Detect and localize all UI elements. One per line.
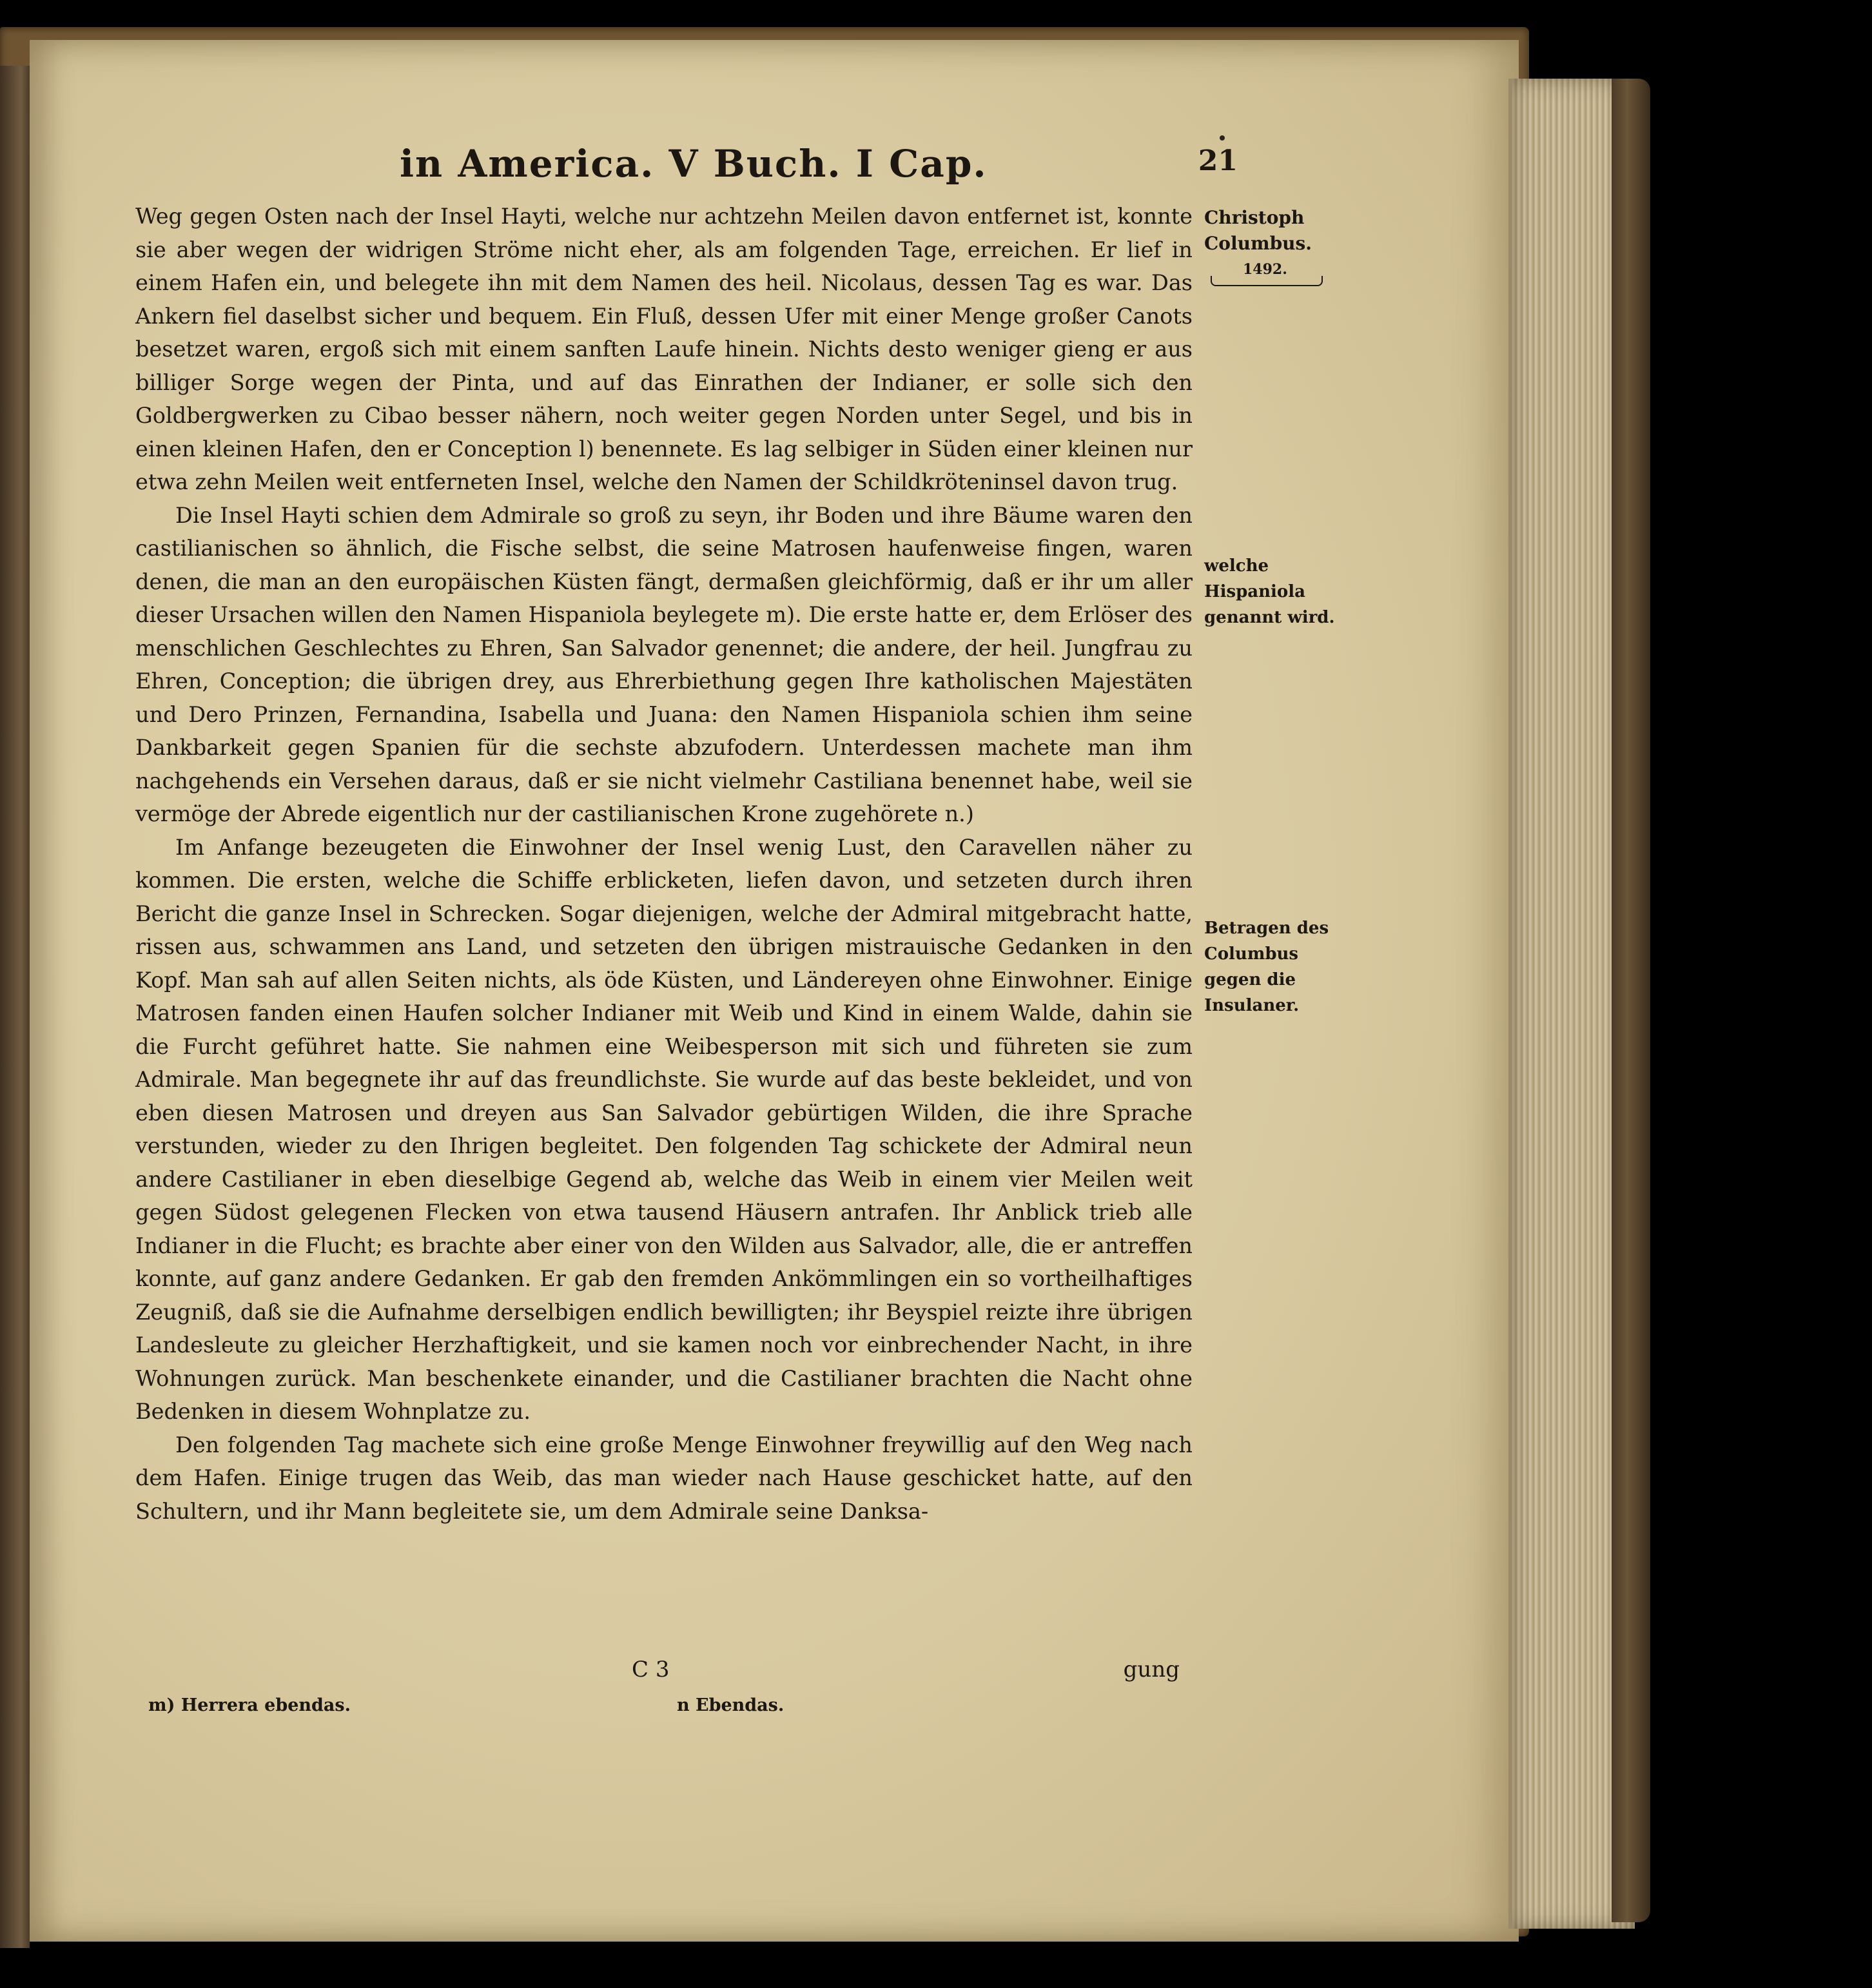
marginal-note-text: welche Hispaniola genannt wird. [1204,556,1335,627]
ink-mark [1220,135,1225,141]
footnotes [148,1695,1180,1728]
paragraph: Weg gegen Osten nach der Insel Hayti, welche nur achtzehn Meilen davon entfernet ist, konnte sie aber wegen der widrigen Ströme nicht eher, als am folgenden Tage, erreichen. Er lief in einem Hafen ein, und belegete ihn mit dem Namen des heil. Nicolaus, dessen Tag es war. Das Ankern fiel daselbst sicher und bequem. Ein Fluß, dessen Ufer mit einer Menge großer Canots besetzet waren, ergoß sich mit einem sanften Laufe hinein. Nichts desto weniger gieng er aus billiger Sorge wegen der Pinta, und auf das Einrathen der Indianer, er solle sich den Goldbergwerken zu Cibao besser nähern, noch weiter gegen Norden unter Segel, und bis in einen kleinen Hafen, den er Conception l) benennete. Es lag selbiger in Süden einer kleinen nur etwa zehn Meilen weit entferneten Insel, welche den Namen der Schildkröteninsel davon trug. [135,204,1193,494]
marginal-year: 1492. [1243,261,1287,278]
paragraph: Die Insel Hayti schien dem Admirale so groß zu seyn, ihr Boden und ihre Bäume waren den castilianischen so ähnlich, die Fische selbst, die seine Matrosen haufenweise fingen, waren denen, die man an den europäischen Küsten fängt, dermaßen gleichförmig, daß er ihr um aller dieser Ursachen willen den Namen Hispaniola beylegete m). Die erste hatte er, dem Erlöser des menschlichen Geschlechtes zu Ehren, San Salvador genennet; die andere, der heil. Jungfrau zu Ehren, Conception; die übrigen drey, aus Ehrerbiethung gegen Ihre katholischen Majestäten und Dero Prinzen, Fernandina, Isabella und Juana: den Namen Hispaniola schien ihm seine Dankbarkeit gegen Spanien für die sechste abzufodern. Unterdessen machete man ihm nachgehends ein Versehen daraus, daß er sie nicht vielmehr Castiliana benennet habe, weil sie vermöge der Abrede eigentlich nur der castilianischen Krone zugehörete n.) [135,502,1193,826]
body-text [135,200,1193,1528]
running-header [400,142,1238,187]
running-title: in America. V Buch. I Cap. [400,142,988,186]
footnote: m) Herrera ebendas. [148,1695,351,1715]
marginal-note [1204,915,1352,1018]
paragraph: Im Anfange bezeugeten die Einwohner der Insel wenig Lust, den Caravellen näher zu kommen. Die ersten, welche die Schiffe erblicketen, liefen davon, und setzeten durch ihren Bericht die ganze Insel in Schrecken. Sogar diejenigen, welche der Admiral mitgebracht hatte, rissen aus, schwammen ans Land, und setzeten den übrigen mistrauische Gedanken in den Kopf. Man sah auf allen Seiten nichts, als öde Küsten, und Ländereyen ohne Einwohner. Einige Matrosen fanden einen Haufen solcher Indianer mit Weib und Kind in einem Walde, dahin sie die Furcht geführet hatte. Sie nahmen eine Weibesperson mit sich und führeten sie zum Admirale. Man begegnete ihr auf das freundlichste. Sie wurde auf das beste bekleidet, und von eben diesen Matrosen und dreyen aus San Salvador gebürtigen Wilden, die ihre Sprache verstunden, wieder zu den Ihrigen begleitet. Den folgenden Tag schickete der Admiral neun andere Castilianer in eben dieselbige Gegend ab, welche das Weib in einem vier Meilen weit gegen Südost gelegenen Flecken von etwa tausend Häusern antrafen. Ihr Anblick trieb alle Indianer in die Flucht; es brachte aber einer von den Wilden aus Salvador, alle, die er antreffen konnte, auf ganz andere Gedanken. Er gab den fremden Ankömmlingen ein so vortheilhaftiges Zeugniß, daß sie die Aufnahme derselbigen endlich bewilligten; ihr Beyspiel reizte ihre übrigen Landesleute zu gleicher Herzhaftigkeit, und sie kamen noch vor einbrechender Nacht, in ihre Wohnungen zurück. Man beschenkete einander, und die Castilianer brachten die Nacht ohne Bedenken in diesem Wohnplatze zu. [135,834,1193,1424]
marginal-note [1204,205,1352,286]
marginal-note-text: Christoph Columbus. [1204,207,1312,254]
marginal-note-text: Betragen des Columbus gegen die Insulaner. [1204,919,1329,1015]
left-page-gutter [0,66,30,1948]
signature-mark: C 3 [632,1657,670,1682]
catchword-line [135,1657,1193,1691]
marginal-note [1204,553,1352,630]
book-cover-edge [1612,79,1650,1922]
paragraph: Den folgenden Tag machete sich eine große Menge Einwohner freywillig auf den Weg nach dem Hafen. Einige trugen das Weib, das man wieder nach Hause geschicket hatte, auf den Schultern, und ihr Mann begleitete sie, um dem Admirale seine Danksa- [135,1432,1193,1524]
catchword: gung [1123,1657,1180,1682]
footnote: n Ebendas. [677,1695,785,1715]
page-number: 21 [1198,144,1238,177]
